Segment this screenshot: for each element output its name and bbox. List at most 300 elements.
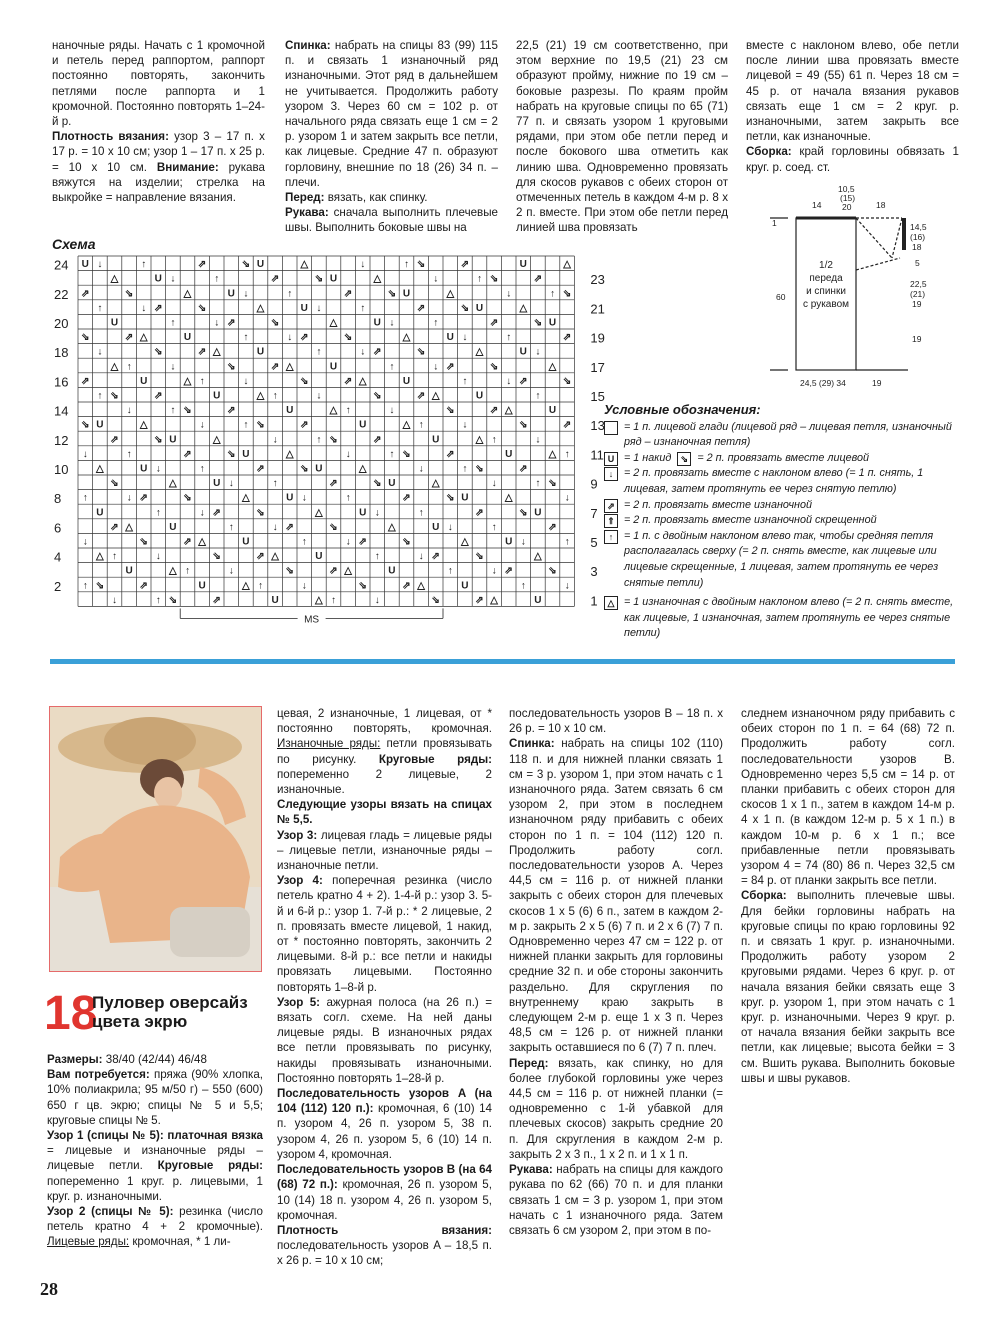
chart-symbol: ⇗ — [519, 375, 528, 387]
chart-symbol: U — [315, 551, 323, 563]
chart-symbol: △ — [388, 521, 396, 533]
chart-symbol: ↑ — [491, 434, 497, 446]
legend-symbol: ⇑ — [604, 514, 618, 528]
chart-symbol: ↑ — [170, 317, 176, 329]
chart-symbol: ↑ — [301, 536, 307, 548]
chart-symbol: U — [81, 259, 89, 271]
bottom-column-4: следнем изнаночном ряду прибавить с обеих сторон по 1 п. = 64 (68) 72 п. Продолжить работу согл. последовательности узоров B. Одновременно через 5,5 см = 14 р. от планки прибавить с обеих сторон для скосов 1 x 1 п., затем в каждом 14-м р. 4 x 1 п. (в каждом 12-м р. 5 x 1 п.) в каждом 10-м р. 6 x 1 п.; все прибавленные петли провязывать узором 4 = 74 (80) 86 п. Через 32,5 см = 84 р. от планки закрыть все петли. Сборка: выполнить плечевые швы. Для бейки горловины набрать на круговые спицы по краю горловины 92 п. и связать 1 круг. р. изнаночными. Продолжить работу узором 2 круговыми рядами. Через 6 круг. р. от начала вязания бейки связать еще 3 круг. р. узором 1, при этом начать с 1 круг. р. изнаночными. Через 9 круг. р. от начала вязания бейки закрыть все петли, как лицевые; высота бейки = 3 см. Вшить рукава. Выполнить боковые швы и швы рукавов. — [741, 707, 955, 1085]
chart-symbol: ⇘ — [358, 580, 367, 592]
chart-symbol: U — [227, 288, 235, 300]
chart-symbol: U — [461, 580, 469, 592]
chart-symbol: U — [505, 448, 513, 460]
chart-symbol: ↓ — [228, 565, 234, 577]
chart-symbol: △ — [358, 463, 367, 475]
chart-symbol: ⇗ — [285, 521, 294, 533]
chart-symbol: ↓ — [564, 580, 570, 592]
chart-symbol: ⇗ — [489, 405, 499, 417]
chart-symbol: ⇗ — [416, 390, 426, 402]
chart-symbol: ⇗ — [402, 492, 411, 504]
chart-symbol: ↓ — [345, 448, 351, 460]
chart-symbol: △ — [329, 317, 338, 329]
chart-symbol: ⇘ — [460, 302, 470, 314]
chart-symbol: ↓ — [316, 390, 322, 402]
chart-symbol: ⇘ — [402, 536, 411, 548]
chart-symbol: ↓ — [82, 536, 88, 548]
chart-symbol: ↑ — [141, 259, 147, 271]
chart-symbol: ⇘ — [81, 332, 90, 344]
chart-symbol: ⇘ — [402, 448, 411, 460]
chart-symbol: U — [475, 390, 484, 402]
chart-symbol: △ — [169, 478, 177, 490]
chart-symbol: ⇘ — [387, 288, 397, 300]
model-photo-illustration — [50, 707, 261, 971]
model-photo — [49, 706, 262, 972]
chart-symbol: U — [519, 346, 527, 358]
chart-symbol: ⇘ — [314, 273, 324, 285]
row-number-right: 21 — [590, 301, 605, 317]
chart-symbol: U — [169, 434, 177, 446]
chart-symbol: ⇗ — [460, 259, 470, 271]
scheme-bottom-left: 24,5 (29) 34 — [800, 378, 846, 388]
chart-symbol: U — [329, 273, 338, 285]
chart-symbol: ⇘ — [548, 565, 557, 577]
chart-symbol: ↑ — [447, 565, 453, 577]
chart-symbol: ↑ — [345, 405, 351, 417]
row-number-left: 16 — [54, 374, 69, 390]
chart-symbol: ⇗ — [475, 507, 484, 519]
chart-symbol: U — [534, 594, 542, 606]
legend-symbol: ⇗ — [604, 499, 618, 513]
chart-symbol: ⇗ — [256, 551, 265, 563]
chart-symbol: △ — [300, 259, 309, 271]
chart-symbol: U — [548, 317, 557, 329]
chart-symbol: U — [475, 302, 484, 314]
scheme-top-14: 14 — [812, 200, 822, 210]
chart-symbol: △ — [446, 288, 455, 300]
chart-symbol: △ — [139, 332, 148, 344]
chart-symbol: ⇗ — [475, 594, 484, 606]
chart-symbol: ⇘ — [154, 346, 163, 358]
chart-symbol: U — [256, 346, 265, 358]
chart-symbol: ↓ — [462, 332, 468, 344]
chart-symbol: ⇘ — [110, 390, 119, 402]
chart-symbol: U — [169, 521, 177, 533]
chart-symbol: ↑ — [564, 536, 570, 548]
chart-symbol: ⇗ — [416, 302, 426, 314]
chart-symbol: ⇘ — [343, 332, 353, 344]
row-number-right: 11 — [590, 447, 604, 463]
chart-symbol: △ — [461, 536, 469, 548]
chart-symbol: ⇘ — [139, 536, 148, 548]
chart-symbol: △ — [96, 551, 104, 563]
chart-symbol: △ — [285, 448, 294, 460]
chart-symbol: U — [183, 332, 192, 344]
chart-symbol: △ — [315, 594, 323, 606]
scheme-right-21: (21) — [910, 289, 926, 299]
chart-symbol: U — [286, 405, 294, 417]
chart-symbol: U — [286, 492, 294, 504]
chart-symbol: ⇘ — [227, 448, 236, 460]
scheme-center-3: и спинки — [806, 286, 846, 297]
scheme-right-19b: 19 — [912, 334, 922, 344]
chart-symbol: ↓ — [506, 288, 512, 300]
row-number-left: 4 — [54, 549, 62, 565]
chart-symbol: ⇗ — [154, 302, 163, 314]
chart-symbol: U — [534, 507, 542, 519]
chart-symbol: ⇘ — [431, 594, 440, 606]
chart-symbol: ↓ — [287, 332, 293, 344]
scheme-right-145: 14,5 — [910, 222, 927, 232]
chart-symbol: ↓ — [535, 346, 541, 358]
scheme-side-mark: 1 — [772, 218, 777, 228]
chart-symbol: ↓ — [214, 317, 220, 329]
chart-symbol: ↑ — [228, 521, 234, 533]
chart-symbol: ⇗ — [110, 434, 119, 446]
chart-symbol: ⇗ — [329, 565, 338, 577]
chart-symbol: ↓ — [360, 259, 366, 271]
chart-symbol: ⇗ — [533, 273, 543, 285]
legend — [604, 402, 964, 642]
chart-symbol: ⇘ — [519, 507, 528, 519]
scheme-right-16: (16) — [910, 232, 926, 242]
chart-symbol: △ — [315, 507, 323, 519]
legend-item-p2tog: ⇗ = 2 п. провязать вместе изнаночной — [604, 498, 964, 514]
row-number-left: 12 — [54, 432, 69, 448]
chart-symbol: ↑ — [126, 448, 132, 460]
chart-symbol: ⇘ — [154, 434, 163, 446]
top-column-4: вместе с наклоном влево, обе петли после линии шва провязать вместе лицевой = 49 (55) 61 п. Через 18 см = 45 р. от начала вязания рукавов связать еще 1 см = 2 круг. р. изнаночными, затем закрыть все петли, как изнаночные. Сборка: край горловины обвязать 1 круг. р. соед. ст. — [746, 39, 959, 174]
chart-symbol: △ — [475, 434, 484, 446]
chart-symbol: ⇗ — [373, 434, 382, 446]
chart-symbol: ↑ — [316, 346, 322, 358]
chart-symbol: ↑ — [287, 288, 293, 300]
chart-symbol: ⇗ — [548, 521, 557, 533]
chart-symbol: ↓ — [199, 507, 205, 519]
chart-symbol: ⇗ — [270, 361, 280, 373]
chart-symbol: ↑ — [97, 390, 103, 402]
chart-symbol: U — [271, 594, 279, 606]
chart-symbol: ↑ — [506, 332, 512, 344]
chart-symbol: ⇗ — [446, 448, 455, 460]
chart-symbol: ↑ — [214, 273, 220, 285]
chart-symbol: ⇗ — [519, 463, 528, 475]
chart-symbol: △ — [519, 302, 528, 314]
chart-symbol: ⇘ — [183, 492, 192, 504]
chart-symbol: ⇘ — [168, 594, 178, 606]
chart-symbol: ↑ — [155, 594, 161, 606]
chart-symbol: ⇗ — [212, 594, 221, 606]
legend-item-purl-dec: △ = 1 изнаночная с двойным наклоном влево (= 2 п. снять вместе, как лицевые, 1 изнаночная, затем протянуть ее через снятые петли) — [604, 595, 964, 642]
chart-symbol: ↑ — [112, 551, 117, 563]
chart-symbol: U — [432, 434, 440, 446]
chart-symbol: U — [110, 317, 119, 329]
model-number: 18 — [44, 987, 98, 1040]
chart-symbol: ↑ — [82, 492, 88, 504]
page-number: 28 — [40, 1279, 58, 1299]
row-number-left: 18 — [54, 345, 69, 361]
scheme-top-105: 10,5 — [838, 184, 855, 194]
chart-symbol: ⇘ — [124, 288, 134, 300]
chart-symbol: △ — [548, 361, 557, 373]
chart-symbol: ⇘ — [183, 405, 192, 417]
row-number-left: 22 — [54, 286, 69, 302]
chart-symbol: ⇗ — [183, 536, 192, 548]
chart-symbol: ⇘ — [300, 463, 309, 475]
chart-symbol: U — [359, 419, 367, 431]
chart-symbol: ⇗ — [343, 288, 353, 300]
chart-symbol: ⇗ — [343, 375, 353, 387]
chart-symbol: ↓ — [170, 361, 176, 373]
legend-item-ssk: ↓ = 2 п. провязать вместе с наклоном влево (= 1 п. снять, 1 лицевая, затем протянуть ее через снятую петлю) — [604, 466, 964, 497]
chart-symbol: U — [140, 375, 148, 387]
chart-symbol: ↓ — [389, 405, 395, 417]
chart-symbol: ↓ — [506, 375, 512, 387]
scheme-center-2: переда — [809, 273, 843, 284]
chart-symbol: U — [402, 375, 411, 387]
chart-symbol: ⇘ — [416, 259, 426, 271]
chart-symbol: U — [505, 536, 513, 548]
chart-symbol: ↓ — [491, 565, 497, 577]
legend-symbol: U — [604, 452, 618, 466]
chart-symbol: ↓ — [491, 478, 497, 490]
chart-symbol: ⇘ — [548, 478, 557, 490]
chart-symbol: ⇗ — [373, 346, 382, 358]
chart-symbol: ↑ — [360, 302, 366, 314]
chart-symbol: △ — [475, 346, 484, 358]
chart-symbol: ↓ — [155, 463, 161, 475]
chart-symbol: ⇗ — [197, 259, 207, 271]
chart-symbol: ⇗ — [81, 288, 90, 300]
chart-symbol: ⇗ — [227, 405, 236, 417]
chart-symbol: ⇘ — [489, 273, 499, 285]
chart-symbol: U — [242, 448, 250, 460]
chart-symbol: △ — [96, 463, 104, 475]
chart-symbol: ↓ — [462, 419, 468, 431]
chart-symbol: △ — [504, 405, 513, 417]
chart-symbol: U — [213, 478, 221, 490]
chart-symbol: ↑ — [170, 405, 176, 417]
chart-symbol: ↓ — [316, 302, 322, 314]
chart-symbol: ⇗ — [139, 580, 148, 592]
chart-symbol: ↑ — [520, 580, 526, 592]
chart-symbol: △ — [329, 405, 338, 417]
scheme-top-18: 18 — [876, 200, 886, 210]
chart-symbol: △ — [431, 478, 440, 490]
chart-symbol: ⇗ — [504, 565, 513, 577]
row-number-left: 14 — [54, 403, 69, 419]
chart-symbol: ↑ — [404, 259, 409, 271]
chart-symbol: △ — [431, 390, 440, 402]
chart-symbol: △ — [402, 332, 411, 344]
legend-symbol — [604, 421, 618, 435]
chart-symbol: ⇗ — [154, 390, 163, 402]
chart-symbol: ↓ — [170, 273, 176, 285]
scheme-left-60: 60 — [776, 292, 786, 302]
chart-symbol: ⇘ — [562, 288, 572, 300]
chart-symbol: ⇘ — [110, 478, 119, 490]
chart-symbol: △ — [256, 390, 265, 402]
garment-scheme — [760, 180, 960, 395]
chart-symbol: ⇘ — [373, 390, 382, 402]
chart-symbol: ↓ — [345, 536, 351, 548]
chart-symbol: U — [315, 463, 323, 475]
chart-symbol: ⇘ — [227, 361, 236, 373]
legend-symbol: △ — [604, 596, 618, 610]
chart-title: Схема — [52, 236, 96, 252]
chart-symbol: ⇘ — [197, 302, 207, 314]
chart-symbol: ⇗ — [124, 332, 134, 344]
legend-item-p2tog-tbl: ⇑ = 2 п. провязать вместе изнаночной скрещенной — [604, 513, 964, 529]
chart-symbol: ⇗ — [227, 317, 236, 329]
chart-symbol: ⇘ — [562, 375, 572, 387]
row-number-right: 13 — [590, 418, 605, 434]
chart-symbol: ↓ — [535, 434, 541, 446]
section-divider — [50, 659, 955, 664]
chart-symbol: U — [213, 390, 221, 402]
chart-symbol: △ — [198, 536, 206, 548]
chart-symbol: ⇗ — [489, 317, 499, 329]
chart-symbol: △ — [344, 565, 352, 577]
chart-symbol: ↑ — [535, 478, 541, 490]
scheme-center-1: 1/2 — [819, 260, 833, 271]
chart-symbol: U — [548, 405, 557, 417]
legend-symbol: ↑ — [604, 530, 618, 544]
chart-symbol: ↑ — [199, 463, 205, 475]
row-number-right: 23 — [590, 272, 605, 288]
chart-symbol: ⇘ — [475, 463, 484, 475]
scheme-center-4: с рукавом — [802, 299, 850, 310]
model-title: Пуловер оверсайз цвета экрю — [92, 993, 248, 1031]
chart-symbol: ⇗ — [270, 273, 280, 285]
chart-symbol: ⇘ — [446, 492, 455, 504]
chart-symbol: U — [256, 259, 265, 271]
chart-symbol: ↓ — [360, 346, 366, 358]
chart-symbol: ↓ — [97, 259, 103, 271]
row-number-left: 10 — [54, 462, 69, 477]
chart-symbol: ⇗ — [358, 536, 367, 548]
chart-symbol: ↓ — [82, 448, 88, 460]
chart-symbol: U — [388, 565, 396, 577]
top-column-2: Спинка: набрать на спицы 83 (99) 115 п. и связать 1 изнаночный ряд изнаночными. Этот ряд в дальнейшем не учитывается. Продолжить работу узором 3. Через 60 см = 102 р. от начального ряда связать еще 1 см = 2 р. узором 1 и затем закрыть все петли, как лицевые. Средние 47 п. образуют горловину, внешние по 18 (26) 34 п. – плечи. Перед: вязать, как спинку. Рукава: сначала выполнить плечевые швы. Выполнить боковые швы на — [285, 39, 498, 235]
chart-symbol: ↓ — [141, 302, 147, 314]
chart-symbol: △ — [563, 259, 571, 271]
chart-symbol: ↑ — [272, 478, 278, 490]
chart-symbol: U — [96, 507, 104, 519]
chart-symbol: ⇗ — [562, 419, 572, 431]
chart-symbol: ⇗ — [402, 580, 411, 592]
chart-symbol: △ — [402, 419, 411, 431]
chart-symbol: ↓ — [564, 492, 570, 504]
chart-symbol: △ — [548, 448, 557, 460]
top-column-3: 22,5 (21) 19 см соответственно, при этом верхние по 19,5 (21) 23 см образуют пройму, нижние по 19 см – боковые разрезы. По краям пройм набрать на круговые спицы по 65 (71) 77 п. и связать узором 1 круговыми рядами, при этом обе петли перед и после бокового шва отметить как линию шва. Одновременно провязать для скосов рукавов с обеих сторон от отмеченных петель в каждом 4-м р. 8 x 2 п. вместе. При этом обе петли перед линией шва провязать — [516, 39, 728, 235]
legend-item-knit: = 1 п. лицевой глади (лицевой ряд – лицевая петля, изнаночный ряд – изнаночная петля) — [604, 420, 964, 451]
legend-symbol: ⇘ — [677, 452, 691, 466]
chart-symbol: ↑ — [345, 492, 351, 504]
chart-symbol: U — [519, 259, 527, 271]
chart-symbol: △ — [212, 434, 221, 446]
chart-symbol: U — [461, 492, 469, 504]
chart-symbol: ↓ — [447, 521, 453, 533]
chart-symbol: ⇗ — [562, 332, 572, 344]
row-number-right: 17 — [590, 359, 605, 375]
chart-symbol: △ — [110, 361, 119, 373]
chart-symbol: ↓ — [228, 478, 234, 490]
chart-symbol: ⇘ — [285, 565, 294, 577]
chart-symbol: ↓ — [301, 492, 307, 504]
chart-symbol: ↑ — [389, 361, 395, 373]
row-number-left: 20 — [54, 316, 69, 331]
bottom-column-2: цевая, 2 изнаночные, 1 лицевая, от * постоянно повторять, кромочная. Изнаночные ряды: петли провязывать по рисунку. Круговые ряды: попеременно 2 лицевые, 2 изнаночные. Следующие узоры вязать на спицах № 5,5. Узор 3: лицевая гладь = лицевые ряды – лицевые петли, изнаночные ряды – изнаночные петли. Узор 4: поперечная резинка (число петель кратно 4 + 2). 1-4-й р.: узор 3. 5-й и 6-й р.: узор 1. 7-й р.: * 2 лицевые, 2 п. провязать вместе лицевой, 1 накид, от * постоянно повторять, закончить 2 лицевыми. 8-й р.: все петли и накиды провязать лицевыми. Постоянно повторять 1–8-й р. Узор 5: ажурная полоса (на 26 п.) = вязать согл. схеме. На ней даны лицевые ряды. В изнаночных рядах все петли провязывать по рисунку, накиды провязывать изнаночными. Постоянно повторять 1–28-й р. Последовательность узоров A (на 104 (112) 120 п.): кромочная, 6 (10) 14 п. узором 4, 26 п. узором 5, 38 п. узором 4, 26 п. узором 5, 6 (10) 14 п. узором 4, кромочная. Последовательность узоров B (на 64 (68) 72 п.): кромочная, 26 п. узором 5, 10 (14) 18 п. узором 4, 26 п. узором 5, кромочная. Плотность вязания: последовательность узоров A – 18,5 п. x 26 р. = 10 x 10 см; — [277, 707, 492, 1268]
chart-symbol: △ — [534, 551, 542, 563]
scheme-top-15: (15) — [840, 193, 856, 203]
chart-symbol: ⇘ — [475, 551, 484, 563]
row-number-right: 9 — [590, 476, 598, 492]
chart-symbol: ⇘ — [329, 521, 338, 533]
chart-symbol: ↓ — [418, 551, 424, 563]
chart-symbol: U — [198, 580, 206, 592]
chart-symbol: ↑ — [433, 317, 439, 329]
chart-symbol: U — [140, 463, 148, 475]
chart-symbol: ↓ — [389, 317, 395, 329]
chart-symbol: ⇘ — [256, 507, 265, 519]
chart-symbol: U — [125, 565, 133, 577]
chart-symbol: U — [329, 361, 338, 373]
row-number-right: 5 — [590, 535, 598, 550]
chart-symbol: ↓ — [418, 463, 424, 475]
chart-symbol: ⇘ — [212, 551, 221, 563]
chart-symbol: △ — [242, 580, 250, 592]
chart-symbol: ↓ — [97, 346, 103, 358]
chart-symbol: △ — [110, 273, 119, 285]
chart-symbol: ↑ — [199, 375, 205, 387]
row-number-right: 3 — [590, 564, 598, 580]
knitting-chart — [50, 250, 605, 630]
scheme-bottom-right: 19 — [872, 378, 882, 388]
chart-grid — [78, 256, 574, 606]
chart-symbol: U — [359, 507, 367, 519]
chart-symbol: ⇘ — [446, 405, 455, 417]
chart-symbol: ↑ — [155, 507, 161, 519]
chart-symbol: U — [300, 302, 308, 314]
chart-symbol: △ — [504, 492, 513, 504]
chart-symbol: ↑ — [185, 565, 190, 577]
chart-symbol: ⇗ — [139, 492, 148, 504]
chart-symbol: ↑ — [97, 302, 103, 314]
chart-symbol: ↑ — [491, 521, 497, 533]
chart-symbol: ↑ — [316, 434, 322, 446]
chart-symbol: △ — [256, 302, 265, 314]
scheme-right-18: 18 — [912, 242, 922, 252]
legend-title: Условные обозначения: — [604, 402, 761, 417]
row-number-left: 24 — [54, 257, 69, 273]
chart-symbol: ↑ — [564, 448, 570, 460]
chart-symbol: U — [446, 332, 454, 344]
legend-item-yarnover: U = 1 накид ⇘ = 2 п. провязать вместе лицевой — [604, 451, 964, 467]
chart-symbol: ↑ — [462, 375, 468, 387]
chart-symbol: ⇗ — [431, 551, 440, 563]
chart-symbol: U — [96, 419, 104, 431]
chart-symbol: △ — [417, 580, 425, 592]
chart-symbol: ⇘ — [241, 259, 251, 271]
chart-symbol: △ — [490, 594, 498, 606]
chart-symbol: ↓ — [374, 594, 380, 606]
chart-symbol: ↑ — [389, 448, 395, 460]
chart-symbol: △ — [242, 492, 250, 504]
row-number-right: 19 — [590, 330, 605, 346]
chart-symbol: ↑ — [550, 288, 555, 300]
chart-symbol: ↑ — [418, 419, 424, 431]
chart-symbol: ↓ — [155, 551, 161, 563]
